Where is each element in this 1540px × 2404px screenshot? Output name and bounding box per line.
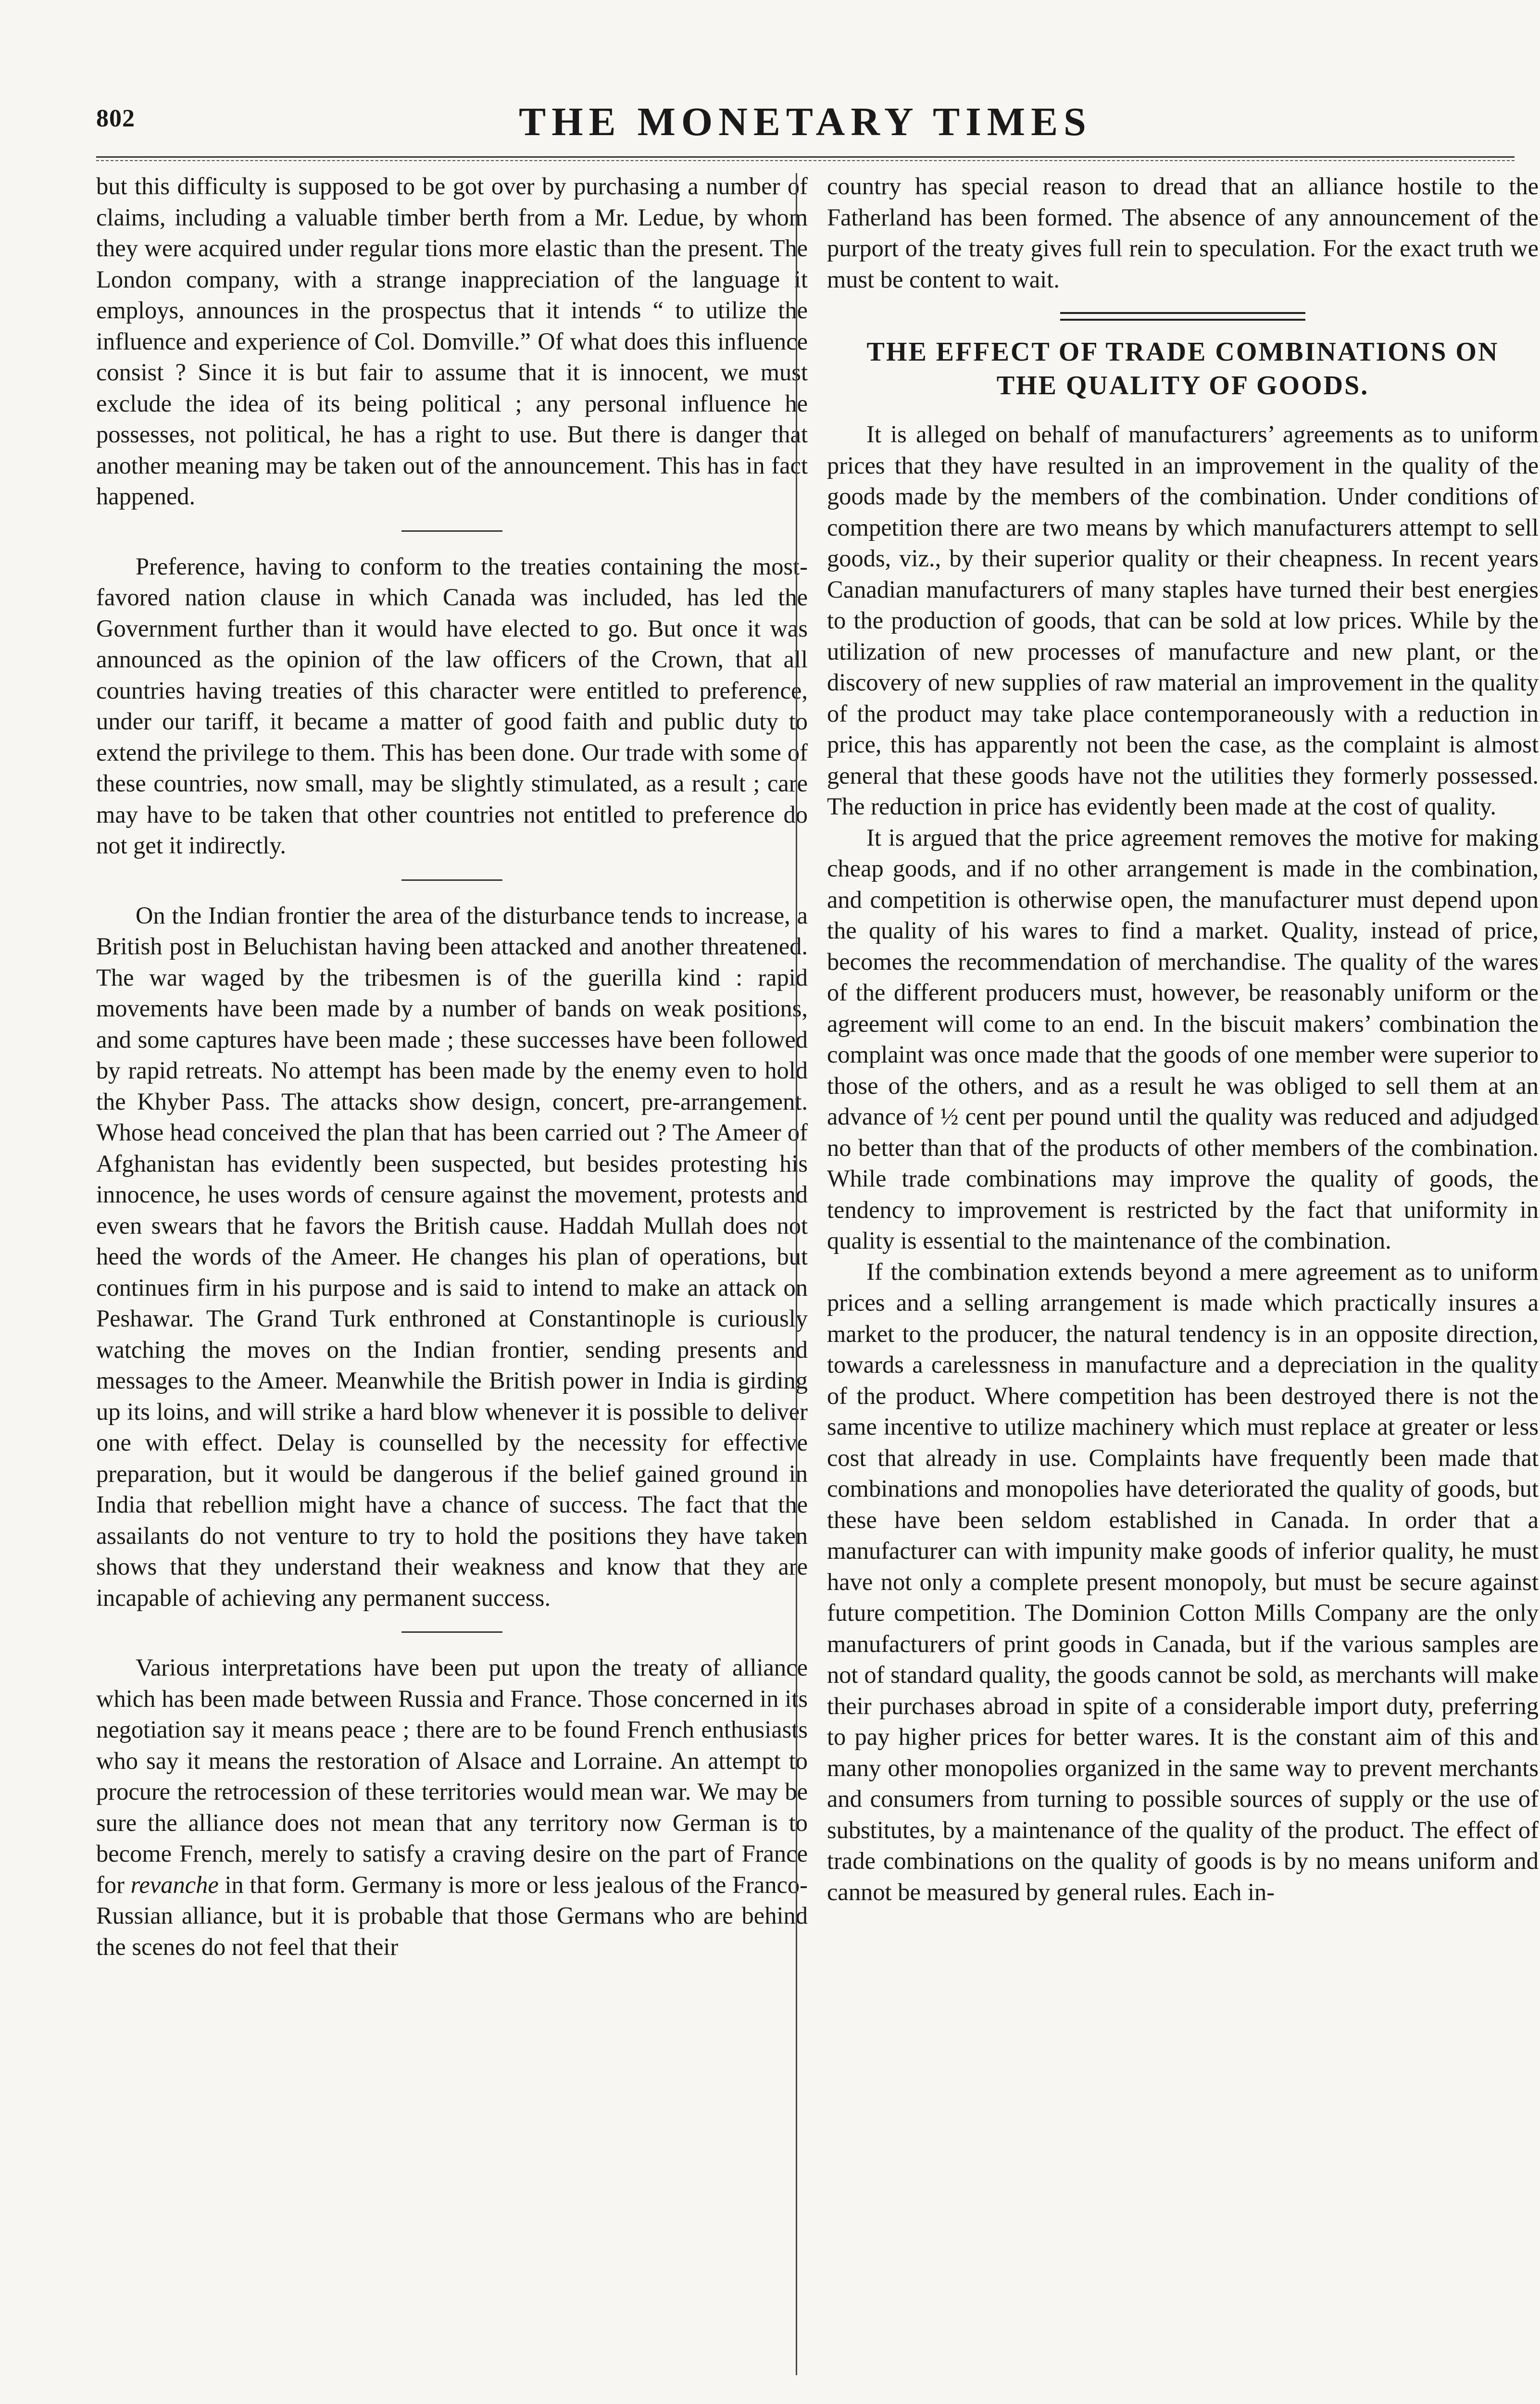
article-paragraph: but this difficulty is supposed to be got over by purchasing a number of claims, including a valuable timber berth from a Mr. Ledue, by whom they were acquired under regular tions more elastic than the present. The London company, with a strange inappreciation of the language it employs, announces in the prospectus that it intends “ to utilize the influence and experience of Col. Domville.” Of what does this influence consist ? Since it is but fair to assume that it is innocent, we must exclude the idea of its being political ; any personal influence he possesses, not political, he has a right to use. But there is danger that another meaning may be taken out of the announcement. This has in fact happened.: [96, 173, 808, 510]
heading-separator: [1060, 312, 1305, 321]
page-number: 802: [96, 105, 135, 132]
article-paragraph: If the combination extends beyond a mere agreement as to uniform prices and a selling arrangement is made which practically insures a market to the producer, the natural tendency is in an opposite direction, towards a carelessness in manufacture and a depreciation in the quality of the product. Where competition has been destroyed there is not the same incentive to utilize machinery which must replace at greater or less cost that already in use. Complaints have frequently been made that combinations and monopolies have deteriorated the quality of goods, but these have been seldom established in Canada. In order that a manufacturer can with impunity make goods of inferior quality, he must have not only a complete present monopoly, but must be secure against future competition. The Dominion Cotton Mills Company are the only manufacturers of print goods in Canada, but if the various samples are not of standard quality, the goods cannot be sold, as merchants will make their purchases abroad in spite of a considerable import duty, preferring to pay higher prices for better wares. It is the constant aim of this and many other monopolies organized in the same way to prevent merchants and consumers from turning to possible sources of supply or the use of substitutes, by a maintenance of the quality of the product. The effect of trade combinations on the quality of goods is by no means uniform and cannot be measured by general rules. Each in-: [827, 1258, 1539, 1905]
heading-line: THE QUALITY OF GOODS.: [996, 371, 1369, 401]
section-separator: [401, 1631, 502, 1633]
article-paragraph: It is alleged on behalf of manufacturers’ agreements as to uniform prices that they have resulted in an improvement in the quality of the goods made by the members of the combination. Under conditions of competition there are two means by which manufacturers attempt to sell goods, viz., by their superior quality or their cheapness. In recent years Canadian manufacturers of many staples have turned their best energies to the production of goods, that can be sold at low prices. While by the utilization of new processes of manufacture and new plant, or the discovery of new supplies of raw material an improvement in the quality of the product may take place contemporaneously with a reduction in price, this has apparently not been the case, as the complaint is almost general that these goods have not the utilities they formerly possessed. The reduction in price has evidently been made at the cost of quality.: [827, 421, 1539, 820]
article-paragraph: [96, 1652, 808, 1962]
article-paragraph: It is argued that the price agreement removes the motive for making cheap goods, and if no other arrangement is made in the combination, and competition is otherwise open, the manufacturer must depend upon the quality of his wares to find a market. Quality, instead of price, becomes the recommendation of merchandise. The quality of the wares of the different producers must, however, be reasonably uniform or the agreement will come to an end. In the biscuit makers’ combination the complaint was once made that the goods of one member were superior to those of the others, and as a result he was obliged to sell them at an advance of ½ cent per pound until the quality was reduced and adjudged no better than that of the products of other members of the combination. While trade combinations may improve the quality of goods, the tendency to improvement is restricted by the fact that uniformity in quality is essential to the maintenance of the combination.: [827, 824, 1539, 1254]
heading-rule: [1060, 319, 1305, 321]
left-column: [96, 171, 808, 2378]
article-paragraph: Preference, having to conform to the treaties containing the most-favored nation clause in which Canada was included, has led the Government further than it would have elected to go. But once it was announced as the opinion of the law officers of the Crown, that all countries having treaties of this character were entitled to preference, under our tariff, it became a matter of good faith and public duty to extend the privilege to them. This has been done. Our trade with some of these countries, now small, may be slightly stimulated, as a result ; care may have to be taken that other countries not entitled to preference do not get it indirectly.: [96, 552, 808, 859]
paragraph-text: Various interpretations have been put upon the treaty of alliance which has been made between Russia and France. Those concerned in its negotiation say it means peace ; there are to be found French enthusiasts who say it means the restoration of Alsace and Lorraine. An attempt to procure the retrocession of these territories would mean war. We may be sure the alliance does not mean that any territory now German is to become French, merely to satisfy a craving desire on the part of France for: [96, 1654, 808, 1898]
column-divider: [796, 173, 797, 2375]
article-heading: [827, 335, 1539, 402]
section-separator: [401, 530, 502, 532]
masthead-title: THE MONETARY TIMES: [519, 100, 1092, 144]
right-column: [827, 171, 1539, 2378]
header-rule-dashed: [96, 160, 1515, 161]
heading-line: THE EFFECT OF TRADE COMBINATIONS ON: [866, 337, 1499, 367]
article-paragraph: country has special reason to dread that an alliance hostile to the Fatherland has been formed. The absence of any announcement of the purport of the treaty gives full rein to speculation. For the exact truth we must be content to wait.: [827, 173, 1539, 293]
header-rule: [96, 156, 1515, 158]
heading-rule: [1060, 312, 1305, 314]
paragraph-text: in that form. Germany is more or less jealous of the Franco-Russian alliance, but it is probable that those Germans who are behind the scenes do not feel that their: [96, 1871, 808, 1960]
section-separator: [401, 879, 502, 881]
article-paragraph: On the Indian frontier the area of the disturbance tends to increase, a British post in Beluchistan having been attacked and another threatened. The war waged by the tribesmen is of the guerilla kind : rapid movements have been made by a number of bands on weak positions, and some captures have been made ; these successes have been followed by rapid retreats. No attempt has been made by the enemy even to hold the Khyber Pass. The attacks show design, concert, pre-arrangement. Whose head conceived the plan that has been carried out ? The Ameer of Afghanistan has evidently been suspected, but besides protesting his innocence, he uses words of censure against the movement, protests and even swears that he favors the British cause. Haddah Mullah does not heed the words of the Ameer. He changes his plan of operations, but continues firm in his purpose and is said to intend to make an attack on Peshawar. The Grand Turk enthroned at Constantinople is curiously watching the moves on the Indian frontier, sending presents and messages to the Ameer. Meanwhile the British power in India is girding up its loins, and will strike a hard blow whenever it is possible to deliver one with effect. Delay is counselled by the necessity for effective preparation, but it would be dangerous if the belief gained ground in India that rebellion might have a chance of success. The fact that the assailants do not venture to try to hold the positions they have taken shows that they understand their weakness and know that they are incapable of achieving any permanent success.: [96, 902, 808, 1611]
page-header: [96, 99, 1515, 151]
italic-word: revanche: [130, 1871, 219, 1898]
